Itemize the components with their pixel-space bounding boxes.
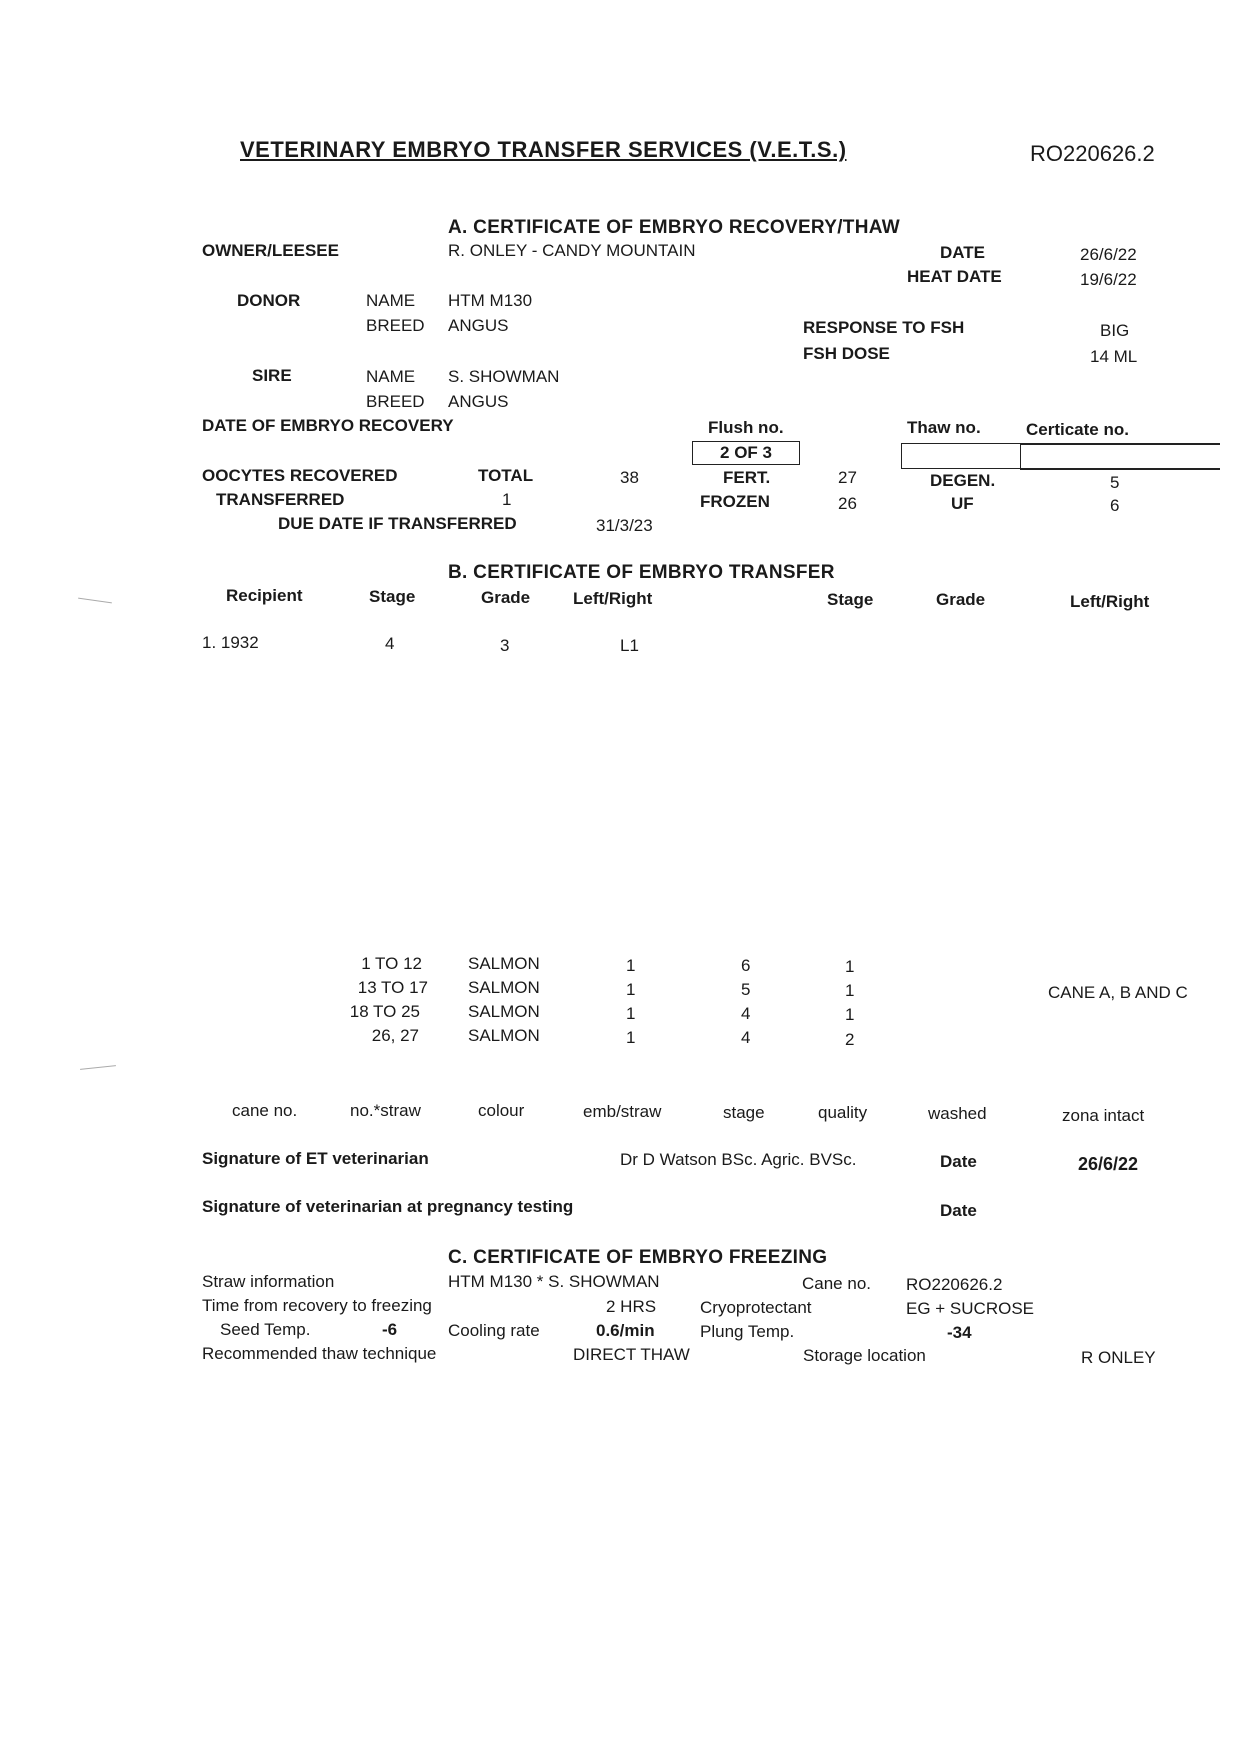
section-c-heading: C. CERTIFICATE OF EMBRYO FREEZING <box>448 1247 828 1268</box>
cane-no-label: Cane no. <box>802 1274 871 1293</box>
donor-label: DONOR <box>237 291 301 310</box>
fert-label: FERT. <box>723 468 771 487</box>
plung-temp-label: Plung Temp. <box>700 1322 795 1341</box>
recipient-value: 1. 1932 <box>202 633 259 652</box>
seed-temp-value: -6 <box>382 1320 398 1339</box>
straw-emb: 1 <box>626 1004 636 1023</box>
recipient-stage: 4 <box>385 634 395 653</box>
donor-breed-value: ANGUS <box>448 316 509 335</box>
heat-date-value: 19/6/22 <box>1080 270 1137 289</box>
column-stage-2: Stage <box>827 590 874 609</box>
straw-emb: 1 <box>626 1028 636 1047</box>
date-value: 26/6/22 <box>1080 245 1137 264</box>
footer-cane-no: cane no. <box>232 1101 298 1120</box>
footer-emb-straw: emb/straw <box>583 1102 662 1121</box>
time-label: Time from recovery to freezing <box>202 1296 432 1315</box>
column-left-right-2: Left/Right <box>1070 592 1150 611</box>
due-date-value: 31/3/23 <box>596 516 653 535</box>
donor-name-label: NAME <box>366 291 416 310</box>
footer-stage: stage <box>723 1103 765 1122</box>
response-fsh-label: RESPONSE TO FSH <box>803 318 965 337</box>
uf-label: UF <box>951 494 974 513</box>
preg-date-label: Date <box>940 1201 977 1220</box>
straw-emb: 1 <box>626 956 636 975</box>
cryoprotectant-value: EG + SUCROSE <box>906 1299 1035 1318</box>
flush-label: Flush no. <box>708 418 784 437</box>
signature-date-label: Date <box>940 1152 977 1171</box>
thaw-technique-label: Recommended thaw technique <box>202 1344 437 1363</box>
fsh-dose-value: 14 ML <box>1090 347 1138 366</box>
uf-value: 6 <box>1110 496 1120 515</box>
cane-no-value: RO220626.2 <box>906 1275 1003 1294</box>
reference-number: RO220626.2 <box>1030 141 1155 166</box>
straw-cane: 13 TO 17 <box>357 978 428 997</box>
straw-quality: 1 <box>845 1005 855 1024</box>
donor-breed-label: BREED <box>366 316 425 335</box>
straw-stage: 6 <box>741 956 751 975</box>
total-label: TOTAL <box>478 466 534 485</box>
time-value: 2 HRS <box>606 1297 657 1316</box>
degen-label: DEGEN. <box>930 471 996 490</box>
et-vet-name: Dr D Watson BSc. Agric. BVSc. <box>620 1150 857 1169</box>
straw-cane: 1 TO 12 <box>361 954 422 973</box>
cooling-rate-label: Cooling rate <box>448 1321 540 1340</box>
straw-colour: SALMON <box>468 978 540 997</box>
straw-colour: SALMON <box>468 954 540 973</box>
certificate-top-line <box>1020 443 1220 445</box>
straw-quality: 1 <box>845 957 855 976</box>
thaw-technique-value: DIRECT THAW <box>573 1345 690 1364</box>
sire-name-label: NAME <box>366 367 416 386</box>
date-label: DATE <box>940 243 986 262</box>
sire-breed-value: ANGUS <box>448 392 509 411</box>
degen-value: 5 <box>1110 473 1120 492</box>
signature-date-value: 26/6/22 <box>1078 1154 1139 1174</box>
cooling-rate-value: 0.6/min <box>596 1321 655 1340</box>
storage-location-label: Storage location <box>803 1346 926 1365</box>
certificate-bottom-line <box>1020 468 1220 470</box>
preg-vet-signature-label: Signature of veterinarian at pregnancy testing <box>202 1197 574 1216</box>
straw-colour: SALMON <box>468 1026 540 1045</box>
due-date-label: DUE DATE IF TRANSFERRED <box>278 514 517 533</box>
column-left-right: Left/Right <box>573 589 653 608</box>
donor-name-value: HTM M130 <box>448 291 533 310</box>
fsh-dose-label: FSH DOSE <box>803 344 890 363</box>
et-vet-signature-label: Signature of ET veterinarian <box>202 1149 429 1168</box>
footer-colour: colour <box>478 1101 525 1120</box>
footer-zona-intact: zona intact <box>1062 1106 1145 1125</box>
straw-colour: SALMON <box>468 1002 540 1021</box>
straw-quality: 1 <box>845 981 855 1000</box>
oocytes-label: OOCYTES RECOVERED <box>202 466 398 485</box>
owner-label: OWNER/LEESEE <box>202 241 339 260</box>
straw-stage: 4 <box>741 1004 751 1023</box>
section-b-heading: B. CERTIFICATE OF EMBRYO TRANSFER <box>448 562 835 583</box>
footer-no-straw: no.*straw <box>350 1101 421 1120</box>
frozen-value: 26 <box>838 494 857 513</box>
owner-value: R. ONLEY - CANDY MOUNTAIN <box>448 241 696 260</box>
straw-info-label: Straw information <box>202 1272 335 1291</box>
heat-date-label: HEAT DATE <box>907 267 1002 286</box>
thaw-label: Thaw no. <box>907 418 981 437</box>
scan-mark <box>80 1065 116 1070</box>
certificate-label: Certicate no. <box>1026 420 1129 439</box>
straw-info-value: HTM M130 * S. SHOWMAN <box>448 1272 660 1291</box>
seed-temp-label: Seed Temp. <box>220 1320 311 1339</box>
straw-cane: 18 TO 25 <box>349 1002 420 1021</box>
thaw-box <box>901 443 1021 469</box>
fert-value: 27 <box>838 468 857 487</box>
flush-value: 2 OF 3 <box>720 443 772 462</box>
transferred-value: 1 <box>502 490 512 509</box>
scan-mark <box>78 598 112 604</box>
section-a-heading: A. CERTIFICATE OF EMBRYO RECOVERY/THAW <box>448 217 900 238</box>
total-value: 38 <box>620 468 639 487</box>
sire-label: SIRE <box>252 366 292 385</box>
frozen-label: FROZEN <box>700 492 770 511</box>
storage-location-value: R ONLEY <box>1081 1348 1156 1367</box>
column-grade: Grade <box>481 588 531 607</box>
column-recipient: Recipient <box>226 586 303 605</box>
recipient-grade: 3 <box>500 636 510 655</box>
transferred-label: TRANSFERRED <box>216 490 345 509</box>
footer-washed: washed <box>928 1104 987 1123</box>
straw-emb: 1 <box>626 980 636 999</box>
column-grade-2: Grade <box>936 590 986 609</box>
plung-temp-value: -34 <box>947 1323 972 1342</box>
straw-stage: 4 <box>741 1028 751 1047</box>
straw-stage: 5 <box>741 980 751 999</box>
response-fsh-value: BIG <box>1100 321 1130 340</box>
recovery-date-label: DATE OF EMBRYO RECOVERY <box>202 416 454 435</box>
straw-quality: 2 <box>845 1030 855 1049</box>
sire-breed-label: BREED <box>366 392 425 411</box>
recipient-side: L1 <box>620 636 639 655</box>
cryoprotectant-label: Cryoprotectant <box>700 1298 812 1317</box>
column-stage: Stage <box>369 587 416 606</box>
document-title: VETERINARY EMBRYO TRANSFER SERVICES (V.E.T.S.) <box>240 137 847 162</box>
footer-quality: quality <box>818 1103 868 1122</box>
sire-name-value: S. SHOWMAN <box>448 367 560 386</box>
straw-cane: 26, 27 <box>371 1026 419 1045</box>
cane-note: CANE A, B AND C <box>1048 983 1188 1002</box>
